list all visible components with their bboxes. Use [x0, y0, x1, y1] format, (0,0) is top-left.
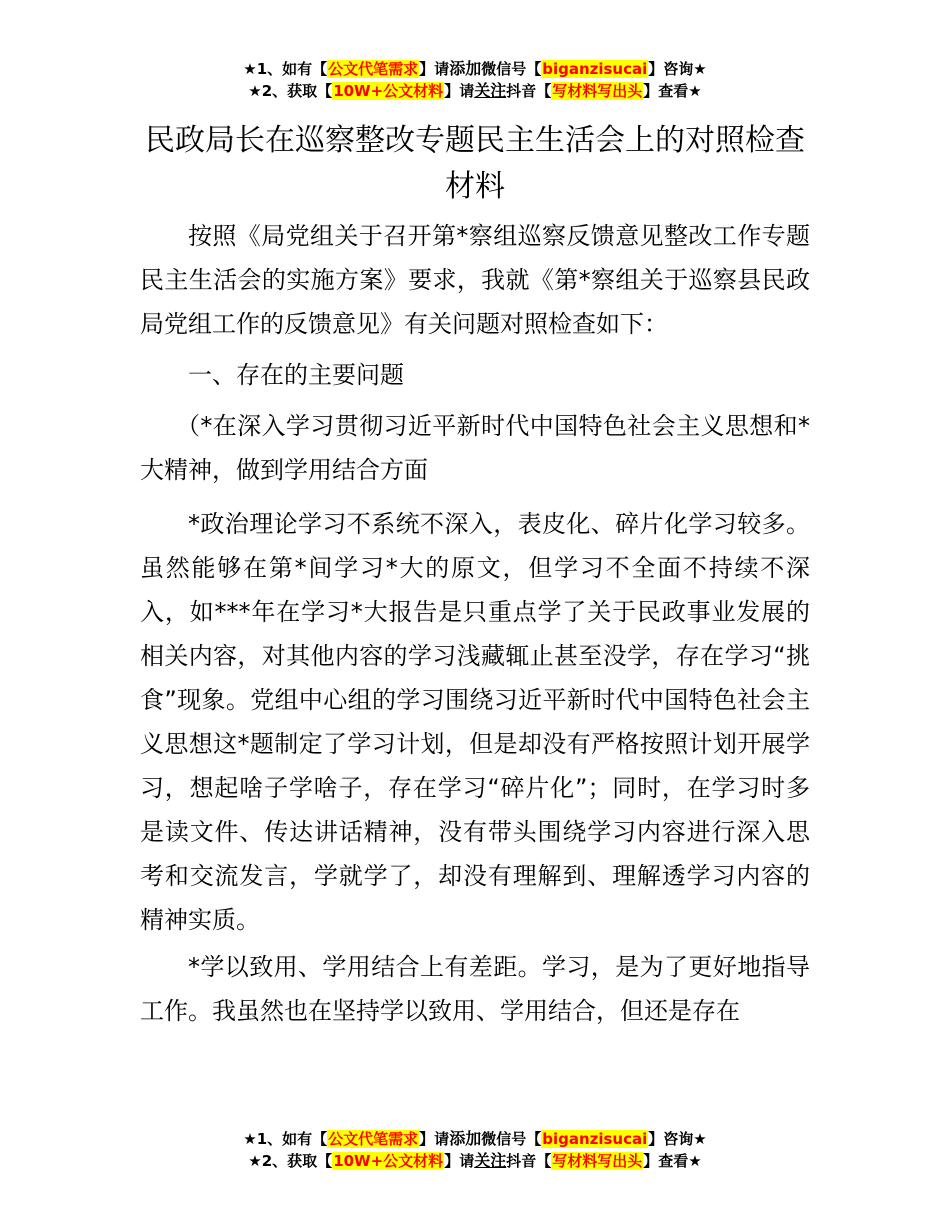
promo-emphasis: 添加	[449, 1129, 482, 1148]
promo-text: 】请	[444, 82, 475, 100]
body-paragraph: *学以致用、学用结合上有差距。学习，是为了更好地指导工作。我虽然也在坚持学以致用、学用结合，但还是存在	[140, 953, 810, 1025]
promo-line-2	[0, 1150, 950, 1172]
promo-text: ★1、如有【	[243, 1130, 328, 1148]
promo-text: 微信号【	[481, 60, 542, 78]
promo-line-1	[0, 1128, 950, 1150]
promo-banner-bottom	[0, 1128, 950, 1172]
promo-emphasis: 关注	[474, 81, 507, 100]
promo-text: 抖音【	[506, 1152, 552, 1170]
promo-text: 】请	[419, 60, 450, 78]
promo-text: 微信号【	[481, 1130, 542, 1148]
promo-highlight-wechat-id: biganzisucai	[542, 60, 648, 78]
body-paragraph: *政治理论学习不系统不深入，表皮化、碎片化学习较多。虽然能够在第*间学习*大的原文，但学习不全面不持续不深入，如***年在学习*大报告是只重点学了关于民政事业发展的相关内容，对其他内容的学习浅藏辄止甚至没学，存在学习“挑食”现象。党组中心组的学习围绕习近平新时代中国特色社会主义思想这*题制定了学习计划，但是却没有严格按照计划开展学习，想起啥子学啥子，存在学习“碎片化”；同时，在学习时多是读文件、传达讲话精神，没有带头围绕学习内容进行深入思考和交流发言，学就学了，却没有理解到、理解透学习内容的精神实质。	[140, 510, 810, 934]
promo-emphasis: 添加	[449, 59, 482, 78]
promo-emphasis: 关注	[474, 1151, 507, 1170]
promo-highlight: 公文代笔需求	[328, 60, 419, 78]
promo-text: 】查看★	[643, 82, 702, 100]
promo-line-1	[0, 58, 950, 80]
promo-text: ★1、如有【	[243, 60, 328, 78]
promo-text: 】咨询★	[648, 1130, 707, 1148]
promo-text: 】咨询★	[648, 60, 707, 78]
promo-banner-top	[0, 58, 950, 102]
promo-highlight: 10W+公文材料	[333, 82, 444, 100]
document-title: 民政局长在巡察整改专题民主生活会上的对照检查材料	[145, 123, 805, 204]
promo-text: ★2、获取【	[248, 82, 333, 100]
intro-paragraph: 按照《局党组关于召开第*察组巡察反馈意见整改工作专题民主生活会的实施方案》要求，我就《第*察组关于巡察县民政局党组工作的反馈意见》有关问题对照检查如下：	[140, 222, 810, 338]
promo-highlight-douyin: 写材料写出头	[552, 1152, 643, 1170]
promo-highlight: 公文代笔需求	[328, 1130, 419, 1148]
promo-highlight-wechat-id: biganzisucai	[542, 1130, 648, 1148]
promo-text: 】请	[419, 1130, 450, 1148]
promo-text: 】请	[444, 1152, 475, 1170]
promo-text: 抖音【	[506, 82, 552, 100]
subsection-heading: （*在深入学习贯彻习近平新时代中国特色社会主义思想和*大精神，做到学用结合方面	[140, 412, 810, 484]
section-heading: 一、存在的主要问题	[188, 361, 404, 389]
promo-highlight-douyin: 写材料写出头	[552, 82, 643, 100]
promo-line-2	[0, 80, 950, 102]
promo-highlight: 10W+公文材料	[333, 1152, 444, 1170]
promo-text: 】查看★	[643, 1152, 702, 1170]
promo-text: ★2、获取【	[248, 1152, 333, 1170]
